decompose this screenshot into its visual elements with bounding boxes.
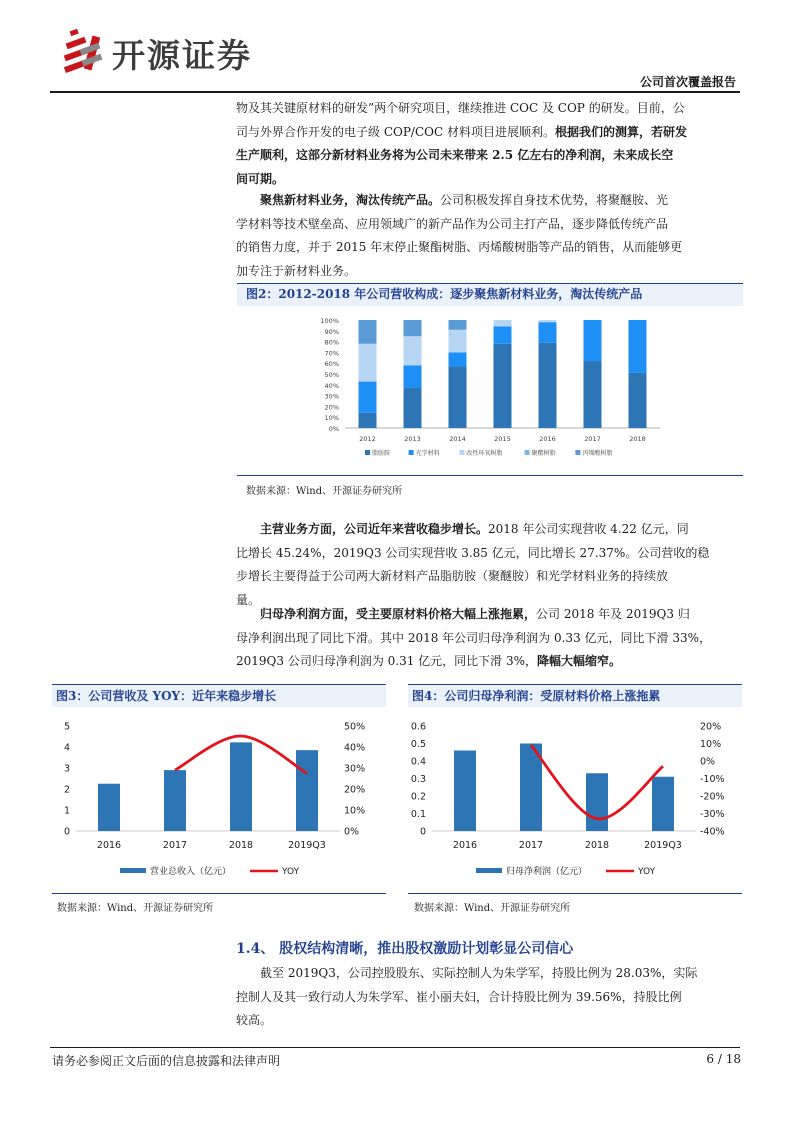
p1-line2a: 司与外界合作开发的电子级 COP/COC 材料项目进展顺利。 (236, 124, 555, 139)
fig4-y-left-tick-label: 0.2 (410, 791, 426, 803)
fig3-y-left-tick-label: 2 (63, 784, 70, 796)
fig3-y-left-tick-label: 3 (63, 763, 70, 775)
fig2-legend-swatch (575, 450, 580, 455)
section-heading: 1.4、 股权结构清晰，推出股权激励计划彰显公司信心 (236, 941, 574, 957)
fig3-legend-line-label: YOY (282, 867, 300, 877)
p4-line3: 2019Q3 公司归母净利润为 0.31 亿元，同比下滑 3%，降幅大幅缩窄。 (236, 654, 622, 668)
fig2-bar-segment (494, 320, 512, 326)
p1-line4: 间可期。 (236, 171, 285, 186)
fig2-y-tick-label: 40% (324, 381, 339, 390)
fig2-y-tick-label: 10% (324, 414, 339, 423)
fig2-legend-label: 光学材料 (415, 450, 440, 457)
fig2-y-tick-label: 20% (324, 403, 339, 412)
p3-line3: 步增长主要得益于公司两大新材料产品脂肪胺（聚醚胺）和光学材料业务的持续放 (236, 569, 669, 583)
fig2-y-tick-label: 70% (324, 349, 339, 358)
p2-line4: 加专注于新材料业务。 (236, 263, 357, 278)
fig2-bar-segment (404, 336, 422, 365)
fig3-bar (230, 742, 252, 831)
p2-line1: 聚焦新材料业务，淘汰传统产品。公司积极发挥自身技术优势，将聚醚胺、光 (260, 193, 669, 207)
fig2-legend-label: 丙烯酸树脂 (582, 450, 613, 457)
fig3-legend-bar-label: 营业总收入（亿元） (150, 867, 232, 877)
fig3-x-tick-label: 2018 (228, 840, 254, 851)
fig2-x-tick-label: 2015 (494, 435, 511, 443)
fig2-bar-segment (359, 344, 377, 382)
fig4-y-left-tick-label: 0.6 (410, 721, 426, 733)
p1-line1: 物及其关键原材料的研发”两个研究项目，继续推进 COC 及 COP 的研发。目前，公 (236, 101, 685, 115)
fig2-bar-segment (359, 320, 377, 344)
p4-line1: 归母净利润方面，受主要原材料价格大幅上涨拖累，公司 2018 年及 2019Q3 归 (260, 607, 690, 621)
header-rule (50, 91, 740, 93)
fig4-bar (652, 777, 674, 831)
p3-lead: 主营业务方面，公司近年来营收稳步增长。 (260, 522, 489, 536)
fig3-x-tick-label: 2016 (96, 840, 122, 851)
fig3-source: 数据来源：Wind、开源证券研究所 (57, 903, 214, 914)
fig2-bar-segment (539, 343, 557, 428)
fig4-x-tick-label: 2016 (452, 840, 478, 851)
fig2-bar-segment (404, 320, 422, 336)
fig4-y-left-tick-label: 0.3 (410, 774, 426, 785)
fig2-bar-segment (404, 388, 422, 428)
fig2-bar-segment (494, 326, 512, 343)
sec-line1: 截至 2019Q3，公司控股股东、实际控制人为朱学军，持股比例为 28.03%，实际 (260, 966, 698, 980)
fig4-y-left-tick-label: 0 (419, 826, 426, 838)
fig2-bar-segment (629, 320, 647, 373)
fig3-y-left-tick-label: 1 (63, 805, 70, 817)
paragraph-net-profit (236, 603, 742, 674)
fig4-chart (408, 712, 742, 894)
fig4-legend-bar-label: 归母净利润（亿元） (506, 867, 588, 877)
fig2-x-tick-label: 2018 (629, 435, 646, 443)
fig2-bar-segment (584, 320, 602, 361)
fig2-chart (237, 307, 743, 475)
p3-line1: 主营业务方面，公司近年来营收稳步增长。2018 年公司实现营收 4.22 亿元，同 (260, 522, 689, 536)
fig3-chart (52, 712, 386, 894)
fig2-y-tick-label: 90% (324, 327, 339, 336)
sec-line2: 控制人及其一致行动人为朱学军、崔小丽夫妇，合计持股比例为 39.56%，持股比例 (236, 989, 682, 1004)
fig4-y-right-tick-label: -30% (700, 809, 725, 820)
fig4-x-tick-label: 2017 (518, 840, 544, 851)
fig2-x-tick-label: 2016 (539, 435, 556, 443)
fig2-source: 数据来源：Wind、开源证券研究所 (246, 486, 403, 497)
p4-lead: 归母净利润方面，受主要原材料价格大幅上涨拖累， (260, 607, 537, 621)
fig2-bar-segment (629, 373, 647, 428)
fig2-legend-label: 聚酯树脂 (531, 450, 556, 457)
paragraph-revenue-growth (236, 518, 742, 612)
p3-line2: 比增长 45.24%，2019Q3 公司实现营收 3.85 亿元，同比增长 27.37%。公司营收的稳 (236, 545, 710, 560)
fig4-bar (586, 773, 608, 831)
fig2-legend-swatch (409, 450, 414, 455)
fig2-y-tick-label: 80% (324, 338, 339, 347)
fig2-legend-label: 脂肪胺 (372, 450, 391, 457)
fig2-y-tick-label: 100% (320, 317, 339, 325)
report-type: 公司首次覆盖报告 (639, 75, 736, 89)
fig3-y-right-tick-label: 20% (344, 784, 366, 796)
fig3-y-left-tick-label: 5 (63, 721, 70, 733)
p1-line3: 生产顺利，这部分新材料业务将为公司未来带来 2.5 亿左右的净利润，未来成长空 (236, 148, 674, 162)
fig2-bar-segment (449, 352, 467, 366)
fig2-x-tick-label: 2014 (449, 435, 466, 443)
fig4-x-tick-label: 2019Q3 (644, 840, 682, 851)
fig3-y-right-tick-label: 0% (344, 826, 360, 838)
fig4-y-right-tick-label: 20% (700, 721, 722, 733)
logo-text: 开源证券 (112, 36, 252, 75)
fig2-bar-segment (404, 365, 422, 388)
fig3-legend-bar-swatch (120, 868, 146, 873)
company-logo (62, 26, 302, 78)
fig3-y-right-tick-label: 40% (344, 742, 366, 754)
fig4-y-right-tick-label: -10% (700, 774, 725, 785)
fig4-caption: 图4：公司归母净利润：受原材料价格上涨拖累 (412, 689, 661, 703)
fig4-y-left-tick-label: 0.5 (410, 739, 426, 750)
fig3-bar (98, 784, 120, 831)
fig2-bar-segment (494, 344, 512, 428)
fig3-x-tick-label: 2017 (162, 840, 188, 851)
fig4-legend-bar-swatch (476, 868, 502, 873)
fig2-y-tick-label: 0% (328, 425, 339, 433)
paragraph-shareholding (236, 962, 742, 1033)
fig2-legend-swatch (525, 450, 530, 455)
p2-line3: 的销售力度，并于 2015 年末停止聚酯树脂、丙烯酸树脂等产品的销售，从而能够更 (236, 240, 683, 254)
fig2-x-tick-label: 2012 (359, 435, 376, 443)
fig3-x-tick-label: 2019Q3 (288, 840, 326, 851)
paragraph-focus-new-material (236, 189, 742, 283)
sec-line3: 较高。 (236, 1013, 273, 1027)
fig2-x-tick-label: 2017 (584, 435, 601, 443)
p1-line2 (236, 121, 742, 145)
fig3-bar (164, 770, 186, 831)
fig2-y-tick-label: 60% (324, 360, 339, 369)
fig2-legend-label: 改性环氧树脂 (466, 450, 503, 457)
p2-lead: 聚焦新材料业务，淘汰传统产品。 (260, 193, 441, 207)
fig2-bar-segment (449, 320, 467, 330)
fig2-bottom-rule (237, 475, 743, 476)
logo-mark-icon (62, 26, 106, 78)
page-number: 6 / 18 (706, 1052, 741, 1066)
fig2-plot (320, 317, 660, 457)
fig2-y-tick-label: 50% (324, 371, 339, 379)
fig2-bar-segment (539, 320, 557, 322)
fig2-bar-segment (584, 361, 602, 428)
p2-line2: 学材料等技术壁垒高、应用领域广的新产品作为公司主打产品，逐步降低传统产品 (236, 216, 669, 231)
fig2-bar-segment (449, 366, 467, 428)
fig2-legend-swatch (459, 450, 464, 455)
fig4-y-right-tick-label: 10% (700, 739, 722, 750)
fig2-legend-swatch (365, 450, 370, 455)
fig3-caption: 图3：公司营收及 YOY：近年来稳步增长 (56, 689, 277, 703)
fig4-source: 数据来源：Wind、开源证券研究所 (414, 903, 571, 914)
fig3-bottom-rule (52, 893, 386, 894)
fig2-bar-segment (449, 330, 467, 353)
fig4-bar (454, 751, 476, 832)
fig4-y-left-tick-label: 0.4 (410, 756, 426, 768)
p4-line2: 母净利润出现了同比下滑。其中 2018 年公司归母净利润为 0.33 亿元，同比下滑 33%， (236, 630, 712, 645)
fig3-bar (296, 750, 318, 831)
fig3-y-right-tick-label: 10% (344, 805, 366, 817)
fig2-bar-segment (359, 413, 377, 428)
footer-rule (50, 1047, 740, 1048)
fig4-y-left-tick-label: 0.1 (410, 809, 426, 820)
fig2-caption: 图2：2012-2018 年公司营收构成：逐步聚焦新材料业务，淘汰传统产品 (246, 287, 643, 301)
footer-disclaimer: 请务必参阅正文后面的信息披露和法律声明 (52, 1054, 281, 1068)
fig4-y-right-tick-label: 0% (700, 756, 716, 768)
fig3-y-left-tick-label: 4 (63, 742, 70, 754)
p3-line4: 量。 (236, 592, 261, 607)
p1-line2b: 根据我们的测算，若研发 (554, 124, 687, 139)
fig3-y-left-tick-label: 0 (63, 826, 70, 838)
paragraph-new-material-rd (236, 97, 742, 191)
fig2-x-tick-label: 2013 (404, 435, 421, 443)
fig2-y-tick-label: 30% (324, 392, 339, 401)
p4-line3b: 降幅大幅缩窄。 (537, 654, 622, 668)
fig4-y-right-tick-label: -20% (700, 791, 725, 803)
fig3-y-right-tick-label: 30% (344, 763, 366, 775)
fig4-y-right-tick-label: -40% (700, 826, 725, 838)
fig4-legend-line-label: YOY (638, 867, 656, 877)
fig2-bar-segment (359, 382, 377, 413)
fig4-bottom-rule (408, 893, 742, 894)
fig3-y-right-tick-label: 50% (344, 721, 366, 733)
fig4-x-tick-label: 2018 (584, 840, 610, 851)
fig2-bar-segment (539, 322, 557, 343)
